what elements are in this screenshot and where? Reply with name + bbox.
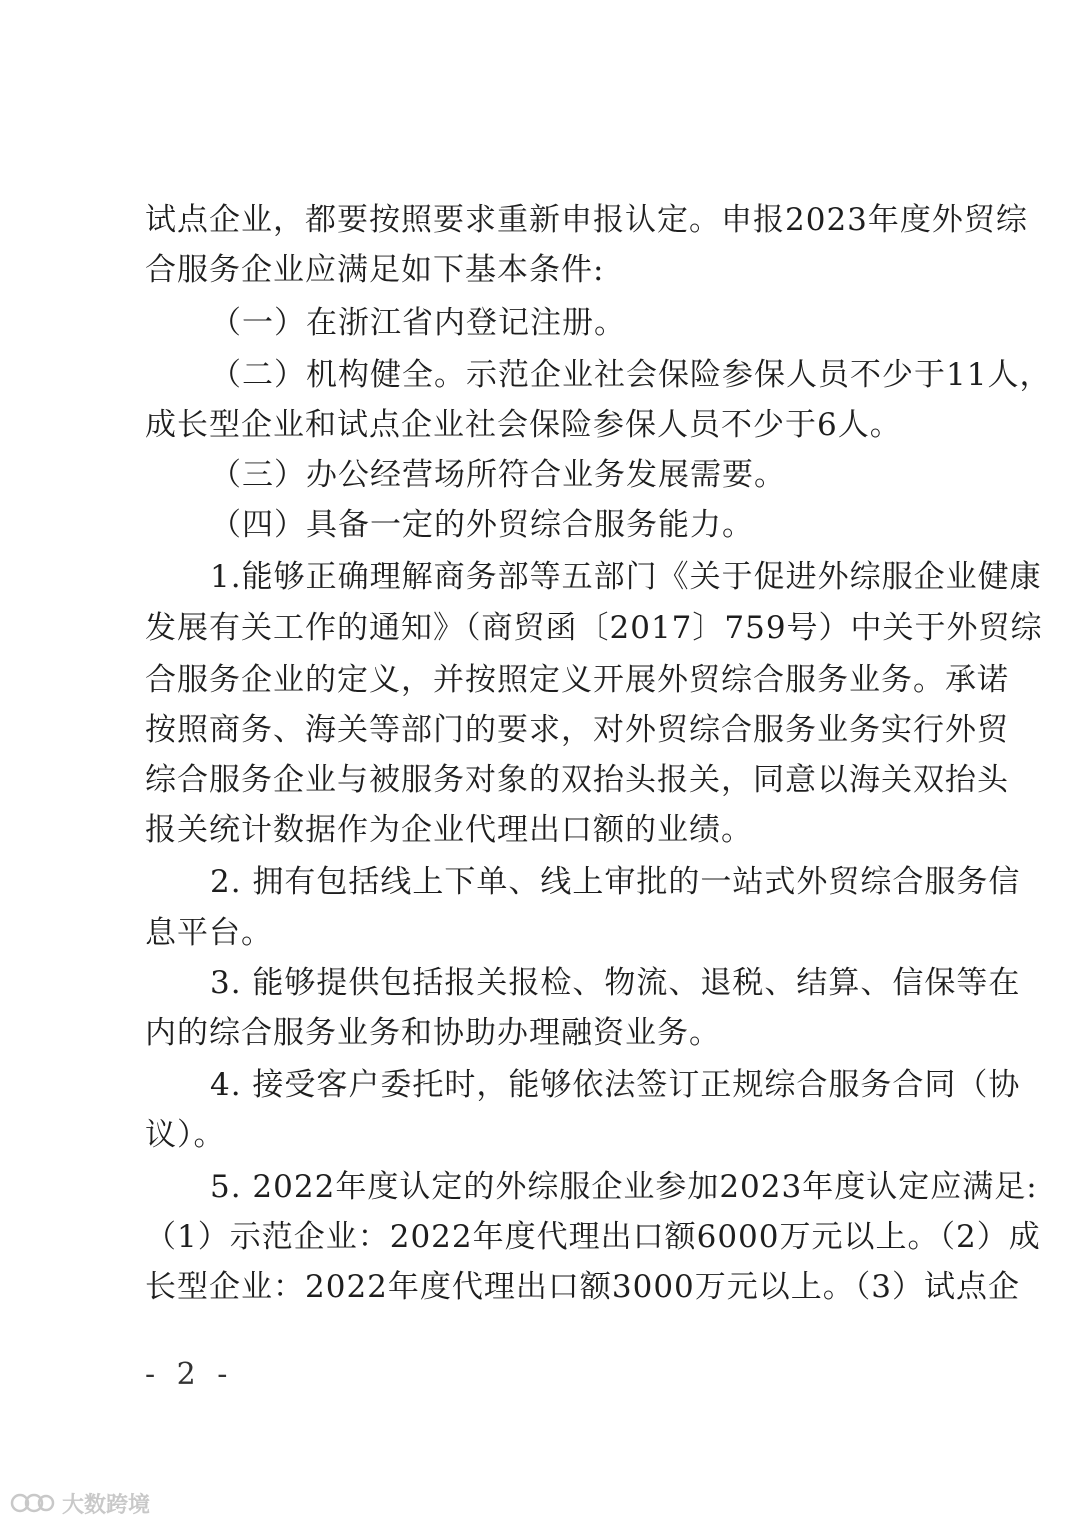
text-line: 发展有关工作的通知》（商贸函〔2017〕759号）中关于外贸综 xyxy=(145,610,1043,646)
text-line: 4. 接受客户委托时，能够依法签订正规综合服务合同（协 xyxy=(210,1067,1021,1103)
text-line: 内的综合服务业务和协助办理融资业务。 xyxy=(145,1015,721,1051)
text-line: 议）。 xyxy=(145,1117,226,1153)
watermark-logo-icon xyxy=(10,1490,56,1516)
text-line: 成长型企业和试点企业社会保险参保人员不少于6人。 xyxy=(145,407,902,443)
text-line: 合服务企业应满足如下基本条件: xyxy=(145,252,605,288)
text-line: 综合服务企业与被服务对象的双抬头报关，同意以海关双抬头 xyxy=(145,762,1009,798)
text-line: （三）办公经营场所符合业务发展需要。 xyxy=(210,457,786,493)
text-line: 试点企业，都要按照要求重新申报认定。申报2023年度外贸综 xyxy=(145,202,1028,238)
text-line: （一）在浙江省内登记注册。 xyxy=(210,305,626,341)
text-line: 报关统计数据作为企业代理出口额的业绩。 xyxy=(145,812,753,848)
text-line: 3. 能够提供包括报关报检、物流、退税、结算、信保等在 xyxy=(210,965,1021,1001)
watermark-text: 大数跨境 xyxy=(62,1492,151,1518)
text-line: 长型企业：2022年度代理出口额3000万元以上。（3）试点企 xyxy=(145,1269,1021,1305)
text-line: 1.能够正确理解商务部等五部门《关于促进外综服企业健康 xyxy=(210,559,1042,595)
text-line: （1）示范企业：2022年度代理出口额6000万元以上。（2）成 xyxy=(145,1219,1041,1255)
text-line: 5. 2022年度认定的外综服企业参加2023年度认定应满足: xyxy=(210,1169,1038,1205)
text-line: 2. 拥有包括线上下单、线上审批的一站式外贸综合服务信 xyxy=(210,864,1021,900)
text-line: 按照商务、海关等部门的要求，对外贸综合服务业务实行外贸 xyxy=(145,712,1009,748)
page-number: - 2 - xyxy=(145,1357,234,1392)
text-line: （四）具备一定的外贸综合服务能力。 xyxy=(210,507,754,543)
text-line: （二）机构健全。示范企业社会保险参保人员不少于11人， xyxy=(210,357,1052,393)
text-line: 合服务企业的定义，并按照定义开展外贸综合服务业务。承诺 xyxy=(145,662,1009,698)
text-line: 息平台。 xyxy=(145,915,273,951)
watermark xyxy=(10,1488,150,1518)
